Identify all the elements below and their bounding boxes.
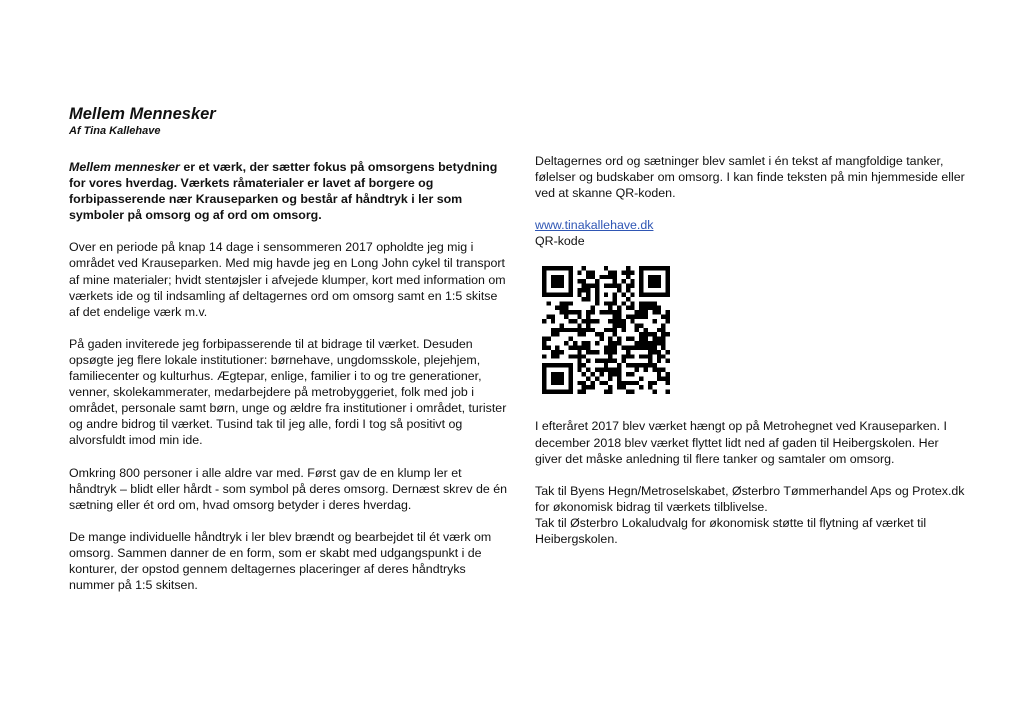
body-paragraph-3: Omkring 800 personer i alle aldre var med. Først gav de en klump ler et håndtryk – blidt eller hårdt - som symbol på deres omsorg. Dernæst skrev de én sætning eller ét ord om, hvad omsorg betyder i deres hverdag.	[69, 465, 507, 512]
right-column	[535, 153, 965, 547]
left-column	[69, 104, 509, 609]
intro-paragraph: Deltagernes ord og sætninger blev samlet i én tekst af mangfoldige tanker, følelser og budskaber om omsorg. I kan finde teksten på min hjemmeside eller ved at skanne QR-koden.	[535, 154, 965, 201]
thanks-line-1: Tak til Byens Hegn/Metroselskabet, Østerbro Tømmerhandel Aps og Protex.dk for økonomisk bidrag til værkets tilblivelse.	[535, 483, 965, 514]
author-line: Af Tina Kallehave	[69, 125, 161, 137]
body-paragraph-2: På gaden inviterede jeg forbipasserende til at bidrage til værket. Desuden opsøgte jeg flere lokale institutioner: børnehave, ungdomsskole, plejehjem, familiecenter og kulturhus. Ægtepar, enlige, familier i to og tre generationer, venner, skolekammerater, medarbejdere på metrobyggeriet, folk med job i området, personale samt børn, unge og ældre fra institutioner i området, turister og andre bidrog til værket. Tusind tak til jeg alle, fordi I tog så positivt og alvorsfuldt imod min ide.	[69, 336, 507, 448]
body-paragraph-4: De mange individuelle håndtryk i ler blev brændt og bearbejdet til ét værk om omsorg. Sammen danner de en form, som er skabt med udgangspunkt i de konturer, der opstod gennem deltagernes placeringer af deres håndtryks nummer på 1:5 skitsen.	[69, 529, 492, 593]
lead-emphasis: Mellem mennesker	[69, 160, 180, 174]
qr-code-icon[interactable]	[542, 266, 670, 394]
qr-label: QR-kode	[535, 234, 585, 249]
qr-code-graphic	[542, 266, 670, 394]
lead-paragraph	[69, 159, 509, 223]
relocation-paragraph: I efteråret 2017 blev værket hængt op på Metrohegnet ved Krauseparken. I december 2018 blev værket flyttet lidt ned af gaden til Heibergskolen. Her giver det måske anledning til flere tanker og samtaler om omsorg.	[535, 419, 947, 466]
thanks-line-2: Tak til Østerbro Lokaludvalg for økonomisk støtte til flytning af værket til Heibergskolen.	[535, 515, 927, 547]
page-title: Mellem Mennesker	[69, 105, 216, 123]
lead-text: er et værk, der sætter fokus på omsorgens betydning for vores hverdag. Værkets råmaterialer er lavet af borgere og forbipasserende nær Krauseparken og består af håndtryk i ler som symboler på omsorg og af ord om omsorg.	[69, 160, 498, 223]
website-link-wrap	[535, 217, 965, 233]
website-link[interactable]: www.tinakallehave.dk	[535, 218, 654, 233]
body-paragraph-1: Over en periode på knap 14 dage i sensommeren 2017 opholdte jeg mig i området ved Krauseparken. Med mig havde jeg en Long John cykel til transport af mine materialer; hvidt stentøjsler i afvejede klumper, kort med information om værkets ide og til indsamling af deltagernes ord om omsorg samt en 1:5 skitse af det endelige værk m.v.	[69, 240, 506, 319]
